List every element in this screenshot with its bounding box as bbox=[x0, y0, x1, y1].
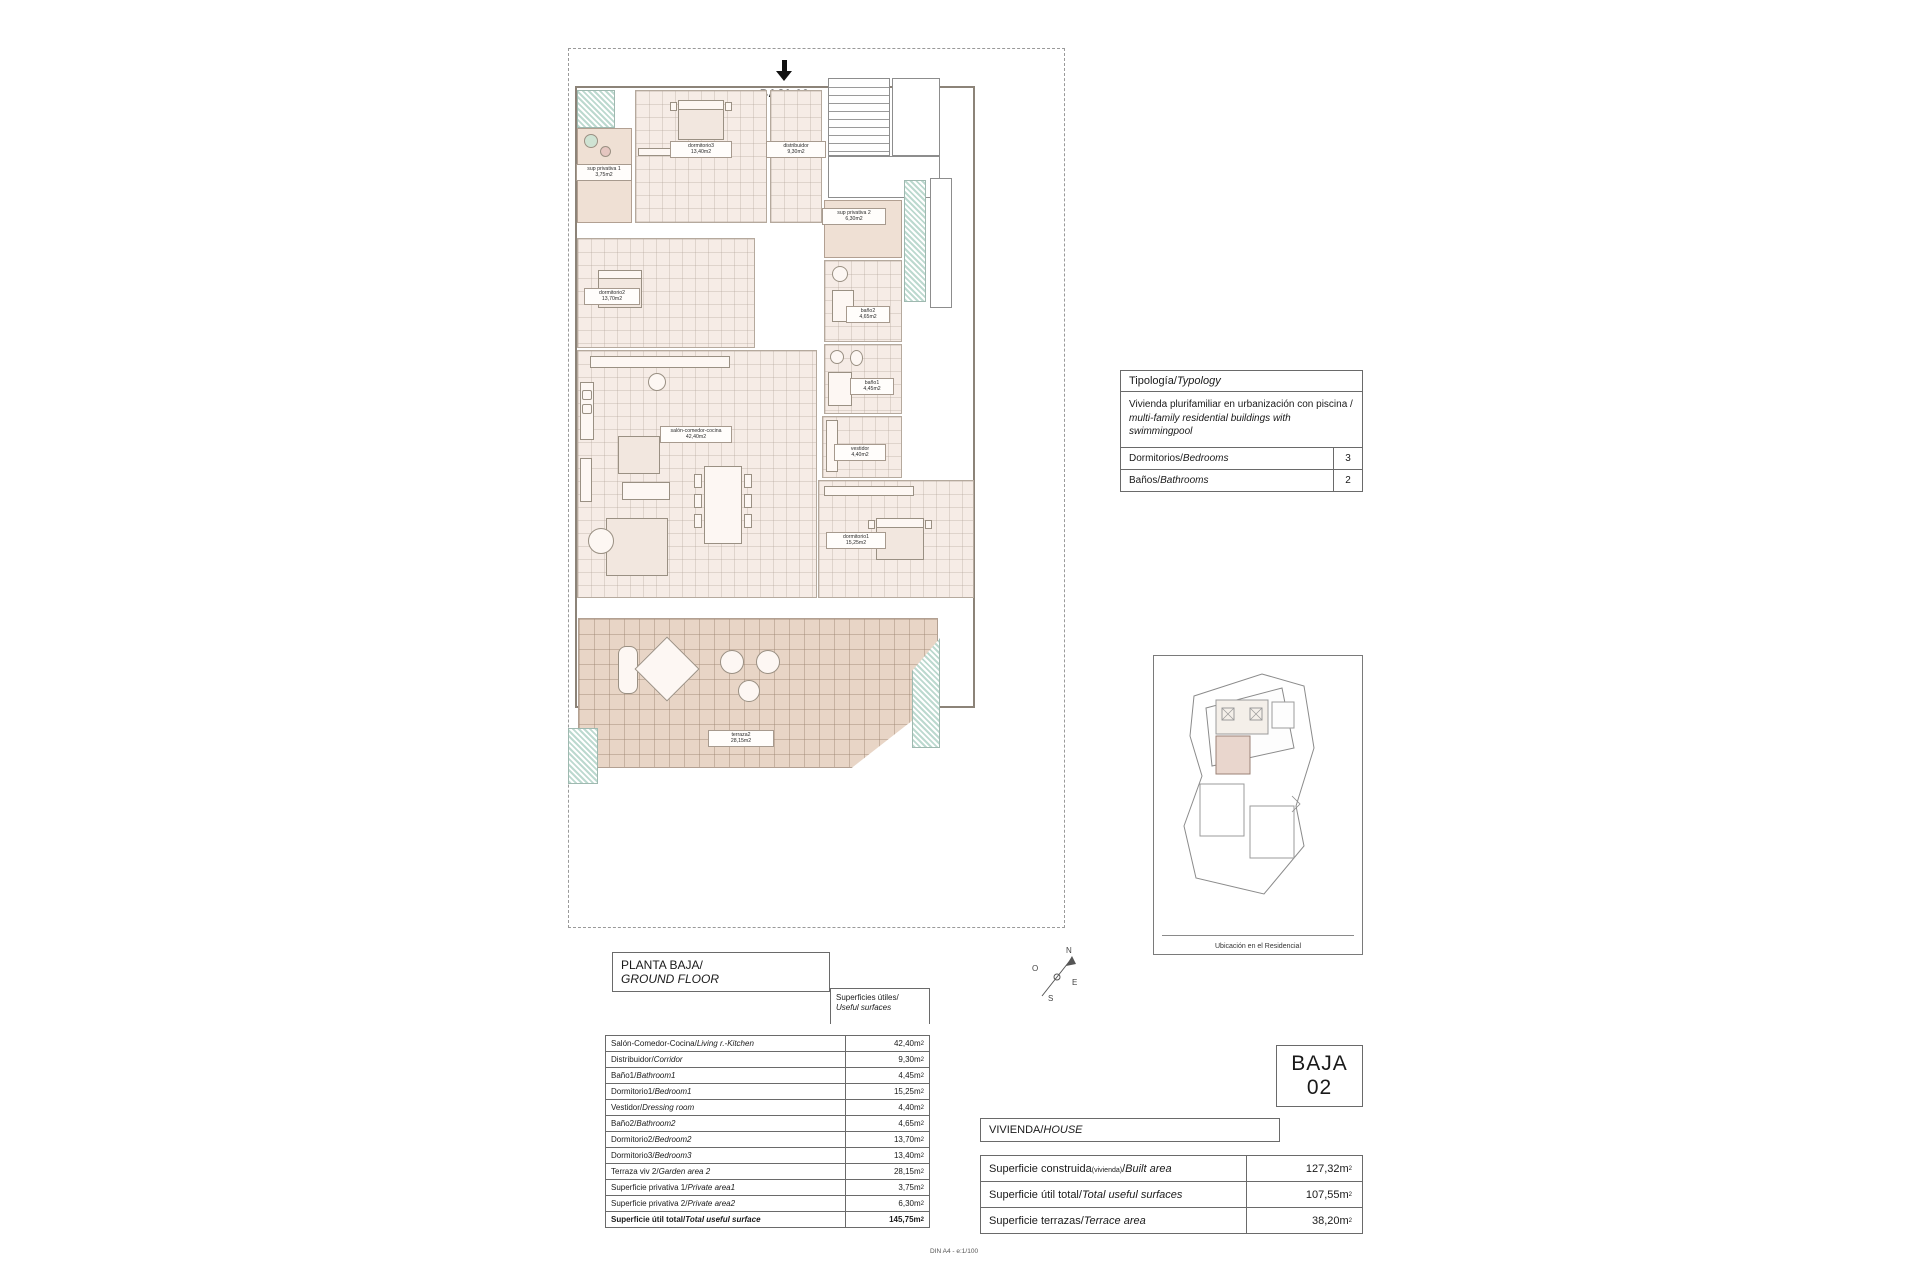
surface-name: Baño1/Bathroom1 bbox=[611, 1071, 676, 1080]
compass-icon bbox=[1032, 948, 1084, 1006]
caption-divider bbox=[1162, 935, 1354, 936]
table-row bbox=[981, 1182, 1362, 1208]
compass-e: E bbox=[1072, 978, 1078, 987]
compass-s: S bbox=[1048, 994, 1054, 1003]
surface-name: Salón-Comedor-Cocina/Living r.-Kitchen bbox=[611, 1039, 754, 1048]
dining-table-furniture bbox=[704, 466, 742, 544]
surface-value: 42,40m 2 bbox=[845, 1036, 929, 1051]
nightstand-furniture bbox=[725, 102, 732, 111]
table-row bbox=[606, 1132, 929, 1148]
table-row bbox=[606, 1164, 929, 1180]
chair-furniture bbox=[694, 494, 702, 508]
wall bbox=[973, 86, 975, 706]
unit-badge bbox=[1276, 1045, 1363, 1107]
chair-furniture bbox=[744, 514, 752, 528]
floor-caption-es: PLANTA BAJA/ bbox=[621, 958, 703, 972]
table-furniture bbox=[648, 373, 666, 391]
typology-panel bbox=[1120, 370, 1363, 492]
area-value: 107,55m 2 bbox=[1246, 1182, 1362, 1207]
sofa-furniture bbox=[618, 436, 660, 474]
surface-value: 9,30m 2 bbox=[845, 1052, 929, 1067]
surface-value: 15,25m 2 bbox=[845, 1084, 929, 1099]
surface-name: Baño2/Bathroom2 bbox=[611, 1119, 676, 1128]
compass-rose bbox=[1032, 948, 1084, 1006]
location-caption: Ubicación en el Residencial bbox=[1215, 943, 1301, 950]
table-row bbox=[606, 1100, 929, 1116]
sink-icon bbox=[582, 404, 592, 414]
area-name: Superficie útil total/Total useful surfaces bbox=[989, 1188, 1183, 1201]
surface-name: Dormitorio1/Bedroom1 bbox=[611, 1087, 692, 1096]
wardrobe-furniture bbox=[824, 486, 914, 496]
table-row-total bbox=[606, 1212, 929, 1228]
surface-value: 13,40m 2 bbox=[845, 1148, 929, 1163]
nightstand-furniture bbox=[925, 520, 932, 529]
surface-value: 3,75m 2 bbox=[845, 1180, 929, 1195]
surface-value: 145,75m 2 bbox=[845, 1212, 929, 1227]
sink-fixture bbox=[830, 350, 844, 364]
planting-area bbox=[577, 90, 615, 128]
stair-landing bbox=[892, 78, 940, 156]
area-value: 127,32m 2 bbox=[1246, 1156, 1362, 1181]
shrub-icon bbox=[584, 134, 598, 148]
table-row bbox=[606, 1116, 929, 1132]
nightstand-furniture bbox=[670, 102, 677, 111]
chair-furniture bbox=[694, 474, 702, 488]
table-row bbox=[606, 1052, 929, 1068]
typology-header: Tipología/Typology bbox=[1121, 371, 1362, 392]
floor-caption-en: GROUND FLOOR bbox=[621, 972, 720, 986]
compass-n: N bbox=[1066, 946, 1072, 955]
surface-name: Vestidor/Dressing room bbox=[611, 1103, 695, 1112]
surface-value: 4,40m 2 bbox=[845, 1100, 929, 1115]
shrub-icon bbox=[600, 146, 611, 157]
site-plan-drawing bbox=[1154, 656, 1362, 916]
compass-o: O bbox=[1032, 964, 1039, 973]
surface-name: Terraza viv 2/Garden area 2 bbox=[611, 1167, 711, 1176]
area-name: Superficie construida(vivienda)/Built area bbox=[989, 1162, 1172, 1175]
useful-surfaces-header-en: Useful surfaces bbox=[836, 1003, 892, 1012]
hob-icon bbox=[582, 390, 592, 400]
house-bar: VIVIENDA/HOUSE bbox=[980, 1118, 1280, 1142]
surface-name: Superficie útil total/Total useful surface bbox=[611, 1215, 761, 1224]
room-label-bathroom-1: baño1 4,45m2 bbox=[850, 378, 894, 395]
typology-value: 2 bbox=[1333, 470, 1362, 491]
typology-description: Vivienda plurifamiliar en urbanización con piscina / multi-family residential buildings with swimmingpool bbox=[1121, 392, 1362, 448]
table-row bbox=[606, 1196, 929, 1212]
cabinet-furniture bbox=[580, 458, 592, 502]
unit-badge-line2: 02 bbox=[1306, 1076, 1333, 1099]
scale-note: DIN A4 - e:1/100 bbox=[930, 1248, 979, 1255]
pillow-furniture bbox=[598, 270, 642, 279]
surface-name: Superficie privativa 2/Private area2 bbox=[611, 1199, 736, 1208]
floor-plan-drawing bbox=[560, 38, 1070, 918]
surface-name: Distribuidor/Corridor bbox=[611, 1055, 683, 1064]
staircase bbox=[828, 78, 890, 156]
useful-surfaces-header-es: Superficies útiles/ bbox=[836, 993, 899, 1002]
surface-value: 4,45m 2 bbox=[845, 1068, 929, 1083]
planting-area bbox=[904, 180, 926, 302]
table-row bbox=[606, 1148, 929, 1164]
table-row bbox=[606, 1068, 929, 1084]
planting-area bbox=[568, 728, 598, 784]
outdoor-table-furniture bbox=[738, 680, 760, 702]
coffee-table-furniture bbox=[622, 482, 670, 500]
areas-summary-table bbox=[980, 1155, 1363, 1234]
surface-name: Dormitorio3/Bedroom3 bbox=[611, 1151, 692, 1160]
sink-fixture bbox=[832, 266, 848, 282]
side-table-furniture bbox=[588, 528, 614, 554]
area-name: Superficie terrazas/Terrace area bbox=[989, 1214, 1146, 1227]
room-label-private-1: sup privativa 1 3,75m2 bbox=[576, 164, 632, 181]
chair-furniture bbox=[756, 650, 780, 674]
typology-row-bedrooms bbox=[1121, 448, 1362, 470]
surface-value: 4,65m 2 bbox=[845, 1116, 929, 1131]
kitchen-counter bbox=[590, 356, 730, 368]
useful-surfaces-header bbox=[830, 988, 930, 1024]
area-value: 38,20m 2 bbox=[1246, 1208, 1362, 1233]
surface-value: 6,30m 2 bbox=[845, 1196, 929, 1211]
surface-name: Dormitorio2/Bedroom2 bbox=[611, 1135, 692, 1144]
chair-furniture bbox=[694, 514, 702, 528]
location-key-plan bbox=[1153, 655, 1363, 955]
nightstand-furniture bbox=[868, 520, 875, 529]
table-row bbox=[606, 1180, 929, 1196]
room-label-corridor: distribuidor 9,30m2 bbox=[766, 141, 826, 158]
sofa-furniture bbox=[606, 518, 668, 576]
room-label-dressing: vestidor 4,40m2 bbox=[834, 444, 886, 461]
typology-value: 3 bbox=[1333, 448, 1362, 469]
toilet-fixture bbox=[850, 350, 863, 366]
chair-furniture bbox=[720, 650, 744, 674]
room-label-bedroom-2: dormitorio2 13,70m2 bbox=[584, 288, 640, 305]
floor-caption bbox=[612, 952, 830, 992]
room-label-private-2: sup privativa 2 6,30m2 bbox=[822, 208, 886, 225]
table-row bbox=[606, 1084, 929, 1100]
typology-label: Baños/Bathrooms bbox=[1129, 474, 1209, 486]
surface-value: 13,70m 2 bbox=[845, 1132, 929, 1147]
typology-row-bathrooms bbox=[1121, 470, 1362, 491]
room-label-bathroom-2: baño2 4,65m2 bbox=[846, 306, 890, 323]
pillow-furniture bbox=[876, 518, 924, 528]
surface-name: Superficie privativa 1/Private area1 bbox=[611, 1183, 736, 1192]
useful-surfaces-table bbox=[605, 1035, 930, 1228]
surface-value: 28,15m 2 bbox=[845, 1164, 929, 1179]
chair-furniture bbox=[744, 474, 752, 488]
typology-label: Dormitorios/Bedrooms bbox=[1129, 452, 1229, 464]
chair-furniture bbox=[744, 494, 752, 508]
pillow-furniture bbox=[678, 100, 724, 110]
room-label-living: salón-comedor-cocina 42,40m2 bbox=[660, 426, 732, 443]
room-label-terrace-2: terraza2 28,15m2 bbox=[708, 730, 774, 747]
exterior-walkway bbox=[930, 178, 952, 308]
room-label-bedroom-1: dormitorio1 15,25m2 bbox=[826, 532, 886, 549]
table-row bbox=[981, 1156, 1362, 1182]
table-row bbox=[981, 1208, 1362, 1234]
shower-fixture bbox=[828, 372, 852, 406]
room-label-bedroom-3: dormitorio3 13,40m2 bbox=[670, 141, 732, 158]
table-row bbox=[606, 1036, 929, 1052]
unit-badge-line1: BAJA bbox=[1291, 1052, 1348, 1075]
